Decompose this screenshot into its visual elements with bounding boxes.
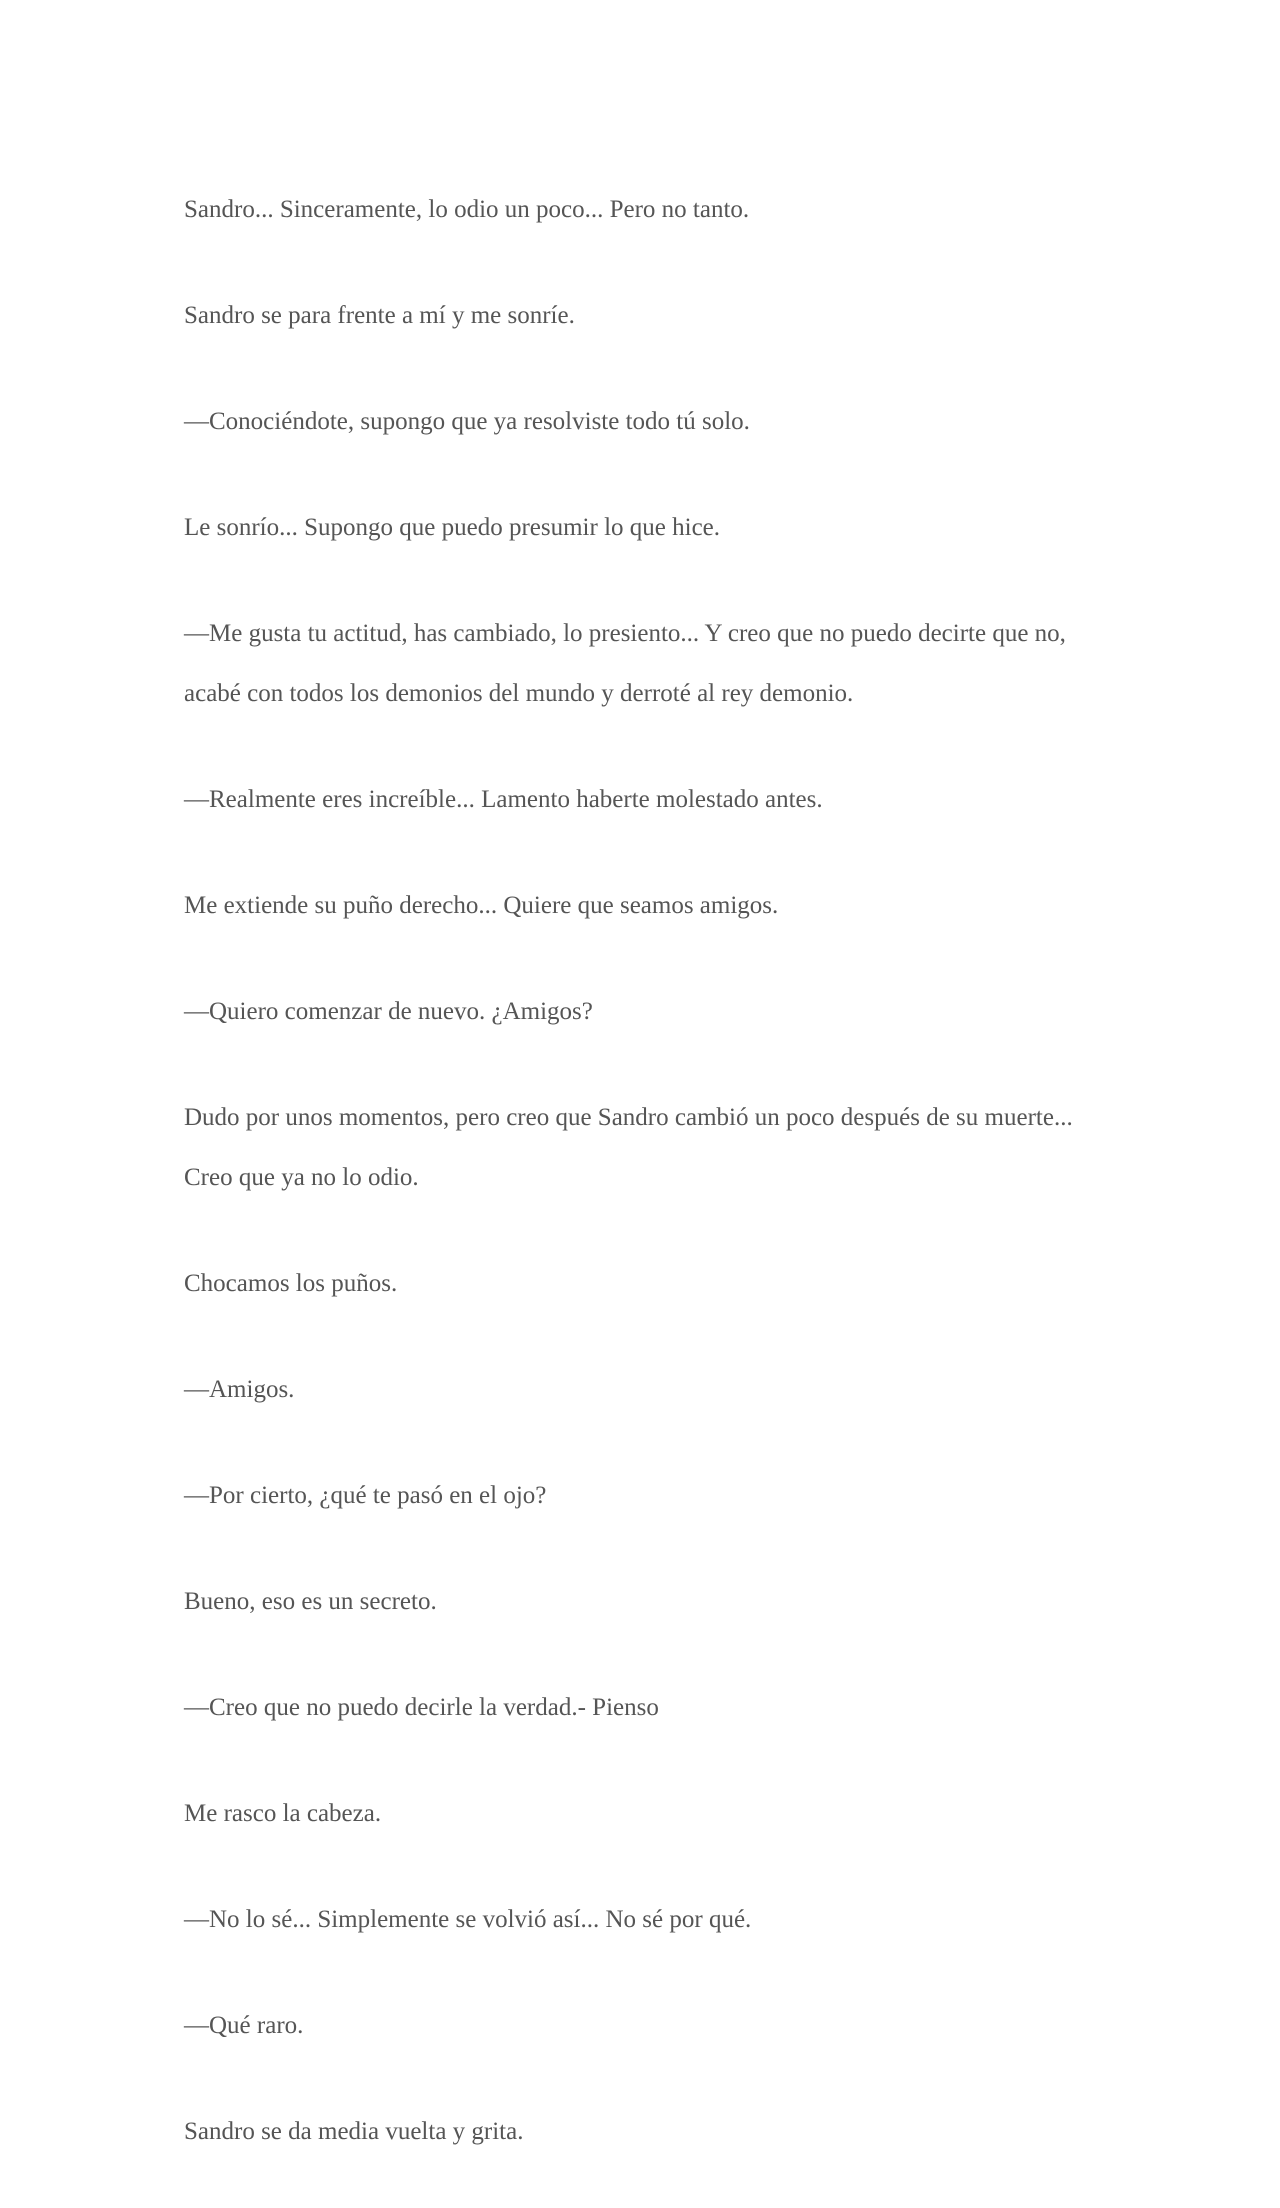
paragraph: —Amigos. <box>184 1376 295 1403</box>
paragraph: —Quiero comenzar de nuevo. ¿Amigos? <box>184 998 593 1025</box>
paragraph: —No lo sé... Simplemente se volvió así... No sé por qué. <box>184 1906 752 1933</box>
paragraph: Sandro se da media vuelta y grita. <box>184 2118 524 2145</box>
paragraph: —Por cierto, ¿qué te pasó en el ojo? <box>184 1482 547 1509</box>
paragraph: Le sonrío... Supongo que puedo presumir lo que hice. <box>184 514 721 541</box>
paragraph: Dudo por unos momentos, pero creo que Sandro cambió un poco después de su muerte... Creo que ya no lo odio. <box>184 1104 1073 1191</box>
paragraph: —Conociéndote, supongo que ya resolviste todo tú solo. <box>184 408 750 435</box>
story-text <box>184 180 1124 2208</box>
paragraph: —Qué raro. <box>184 2012 304 2039</box>
paragraph: Me rasco la cabeza. <box>184 1800 382 1827</box>
paragraph: Me extiende su puño derecho... Quiere que seamos amigos. <box>184 892 779 919</box>
paragraph: Chocamos los puños. <box>184 1270 398 1297</box>
paragraph: —Realmente eres increíble... Lamento haberte molestado antes. <box>184 786 823 813</box>
paragraph: —Creo que no puedo decirle la verdad.- Pienso <box>184 1694 659 1721</box>
paragraph: —Me gusta tu actitud, has cambiado, lo presiento... Y creo que no puedo decirte que no, acabé con todos los demonios del mundo y derroté al rey demonio. <box>184 620 1066 707</box>
paragraph: Sandro... Sinceramente, lo odio un poco... Pero no tanto. <box>184 196 750 223</box>
paragraph: Bueno, eso es un secreto. <box>184 1588 437 1615</box>
paragraph: Sandro se para frente a mí y me sonríe. <box>184 302 575 329</box>
